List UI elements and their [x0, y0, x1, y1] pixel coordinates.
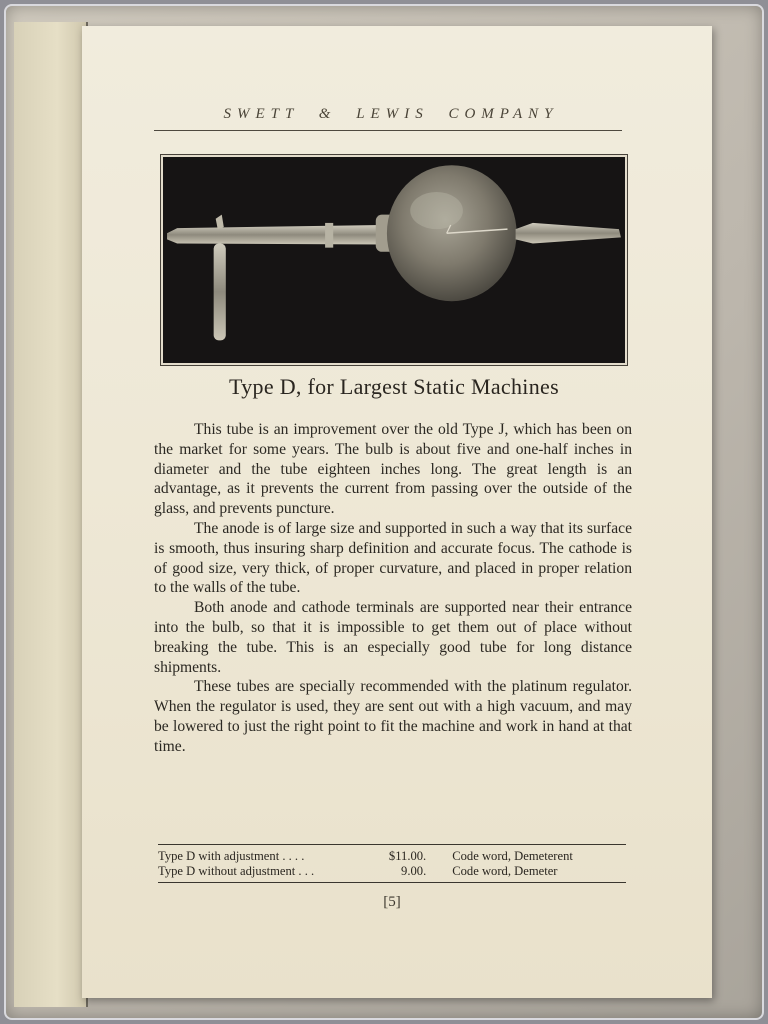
price-value: 9.00.: [401, 864, 427, 878]
price-row: [158, 864, 626, 879]
catalog-page: [82, 26, 712, 998]
body-text: [154, 420, 632, 757]
price-list: [158, 844, 626, 883]
code-word: Code word, Demeter: [452, 864, 558, 878]
header-rule: [154, 130, 622, 131]
price-item: Type D with adjustment . . . .: [158, 849, 305, 863]
running-header: SWETT & LEWIS COMPANY: [223, 106, 559, 122]
paragraph: Both anode and cathode terminals are supported near their entrance into the bulb, so that it is impossible to get them out of place without breaking the tube. This is an especially good tube for long distance shipments.: [154, 599, 632, 676]
xray-tube-illustration: [163, 157, 625, 363]
xray-tube-photo: [160, 154, 628, 366]
price-row: [158, 849, 626, 864]
page-title: Type D, for Largest Static Machines: [229, 374, 559, 399]
paragraph: The anode is of large size and supported in such a way that its surface is smooth, thus insuring sharp definition and accurate focus. The cathode is of good size, very thick, of proper curvature, and placed in proper relation to the walls of the tube.: [154, 519, 632, 597]
code-word: Code word, Demeterent: [452, 849, 573, 863]
paragraph: These tubes are specially recommended with the platinum regulator. When the regulator is used, they are sent out with a high vacuum, and may be lowered to just the right point to fit the machine and work in hand at that time.: [154, 678, 632, 755]
photo-frame: [4, 4, 764, 1020]
price-value: $11.00.: [388, 849, 427, 863]
facing-page-edge: [14, 22, 88, 1007]
photo-image: [163, 157, 625, 363]
price-item: Type D without adjustment . . .: [158, 864, 315, 878]
paragraph: This tube is an improvement over the old Type J, which has been on the market for some years. The bulb is about five and one-half inches in diameter and the tube eighteen inches long. The great length is an advantage, as it prevents the current from passing over the outside of the glass, and prevents puncture.: [154, 421, 632, 518]
page-number: [5]: [383, 894, 401, 910]
